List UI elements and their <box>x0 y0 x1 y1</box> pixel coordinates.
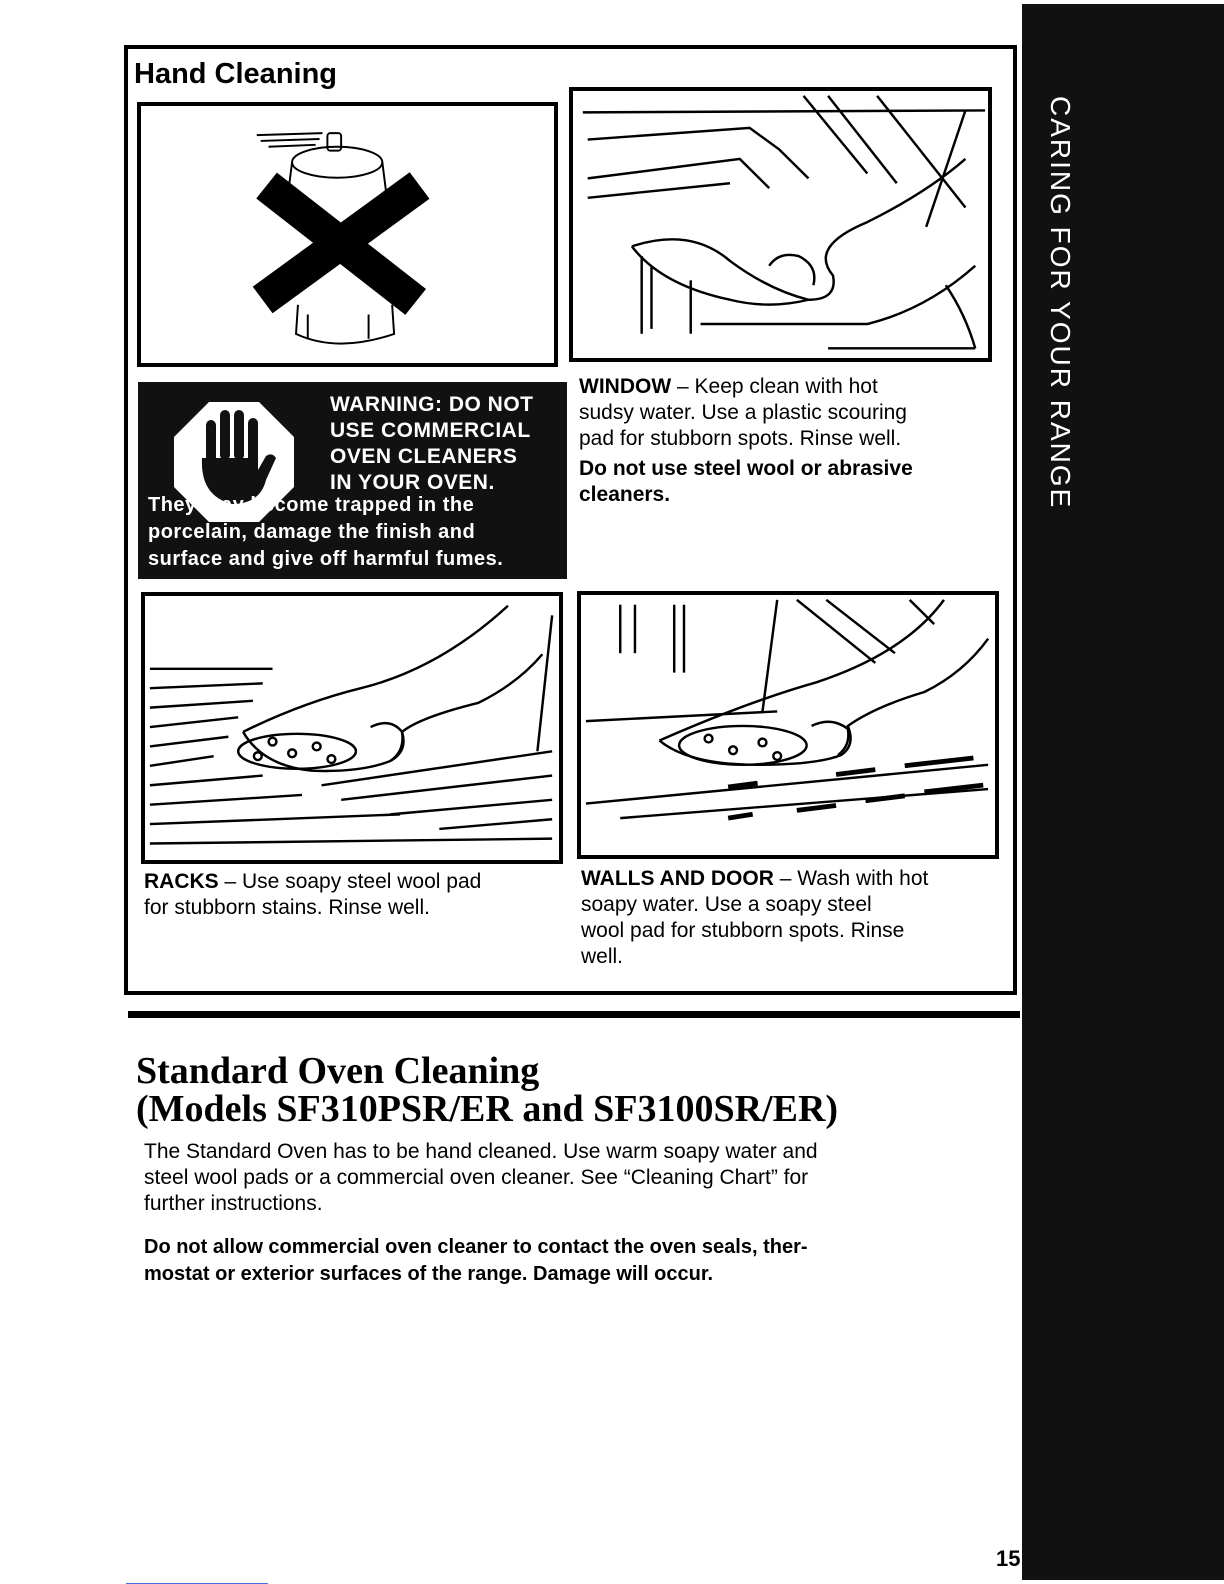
page-number: 15 <box>996 1546 1021 1571</box>
walls-door-label: WALLS AND DOOR <box>581 867 774 890</box>
warning-heading: WARNING: DO NOT USE COMMERCIAL OVEN CLEANERS IN YOUR OVEN. <box>330 393 534 494</box>
racks-caption: RACKS – Use soapy steel wool pad for stubborn stains. Rinse well. <box>144 870 482 919</box>
hand-cleaning-title: Hand Cleaning <box>134 58 338 90</box>
warning-box <box>138 382 567 579</box>
racks-cleaning-illustration <box>141 592 563 864</box>
section-divider <box>128 1011 1020 1018</box>
window-cleaning-illustration <box>569 87 992 362</box>
walls-door-caption: WALLS AND DOOR – Wash with hot soapy water. Use a soapy steel wool pad for stubborn spots. Rinse well. <box>581 867 929 968</box>
side-tab-label: CARING FOR YOUR RANGE <box>1045 96 1076 510</box>
standard-oven-body: The Standard Oven has to be hand cleaned. Use warm soapy water and steel wool pads or a commercial oven cleaner. See “Cleaning Chart” for further instructions. <box>144 1140 818 1215</box>
walls-door-cleaning-illustration <box>577 591 999 859</box>
standard-oven-warning: Do not allow commercial oven cleaner to contact the oven seals, ther- mostat or exterior surfaces of the range. Damage will occur. <box>144 1236 808 1285</box>
standard-oven-title: Standard Oven Cleaning (Models SF310PSR/ER and SF3100SR/ER) <box>136 1050 839 1130</box>
window-label: WINDOW <box>579 375 672 398</box>
window-caption: WINDOW – Keep clean with hot sudsy water. Use a plastic scouring pad for stubborn spots. Rinse well. Do not use steel wool or abrasive cleaners. <box>579 375 913 506</box>
spray-can-crossed-illustration <box>137 102 558 367</box>
warning-body: They may become trapped in the porcelain, damage the finish and surface and give off harmful fumes. <box>148 494 504 570</box>
racks-label: RACKS <box>144 870 219 893</box>
